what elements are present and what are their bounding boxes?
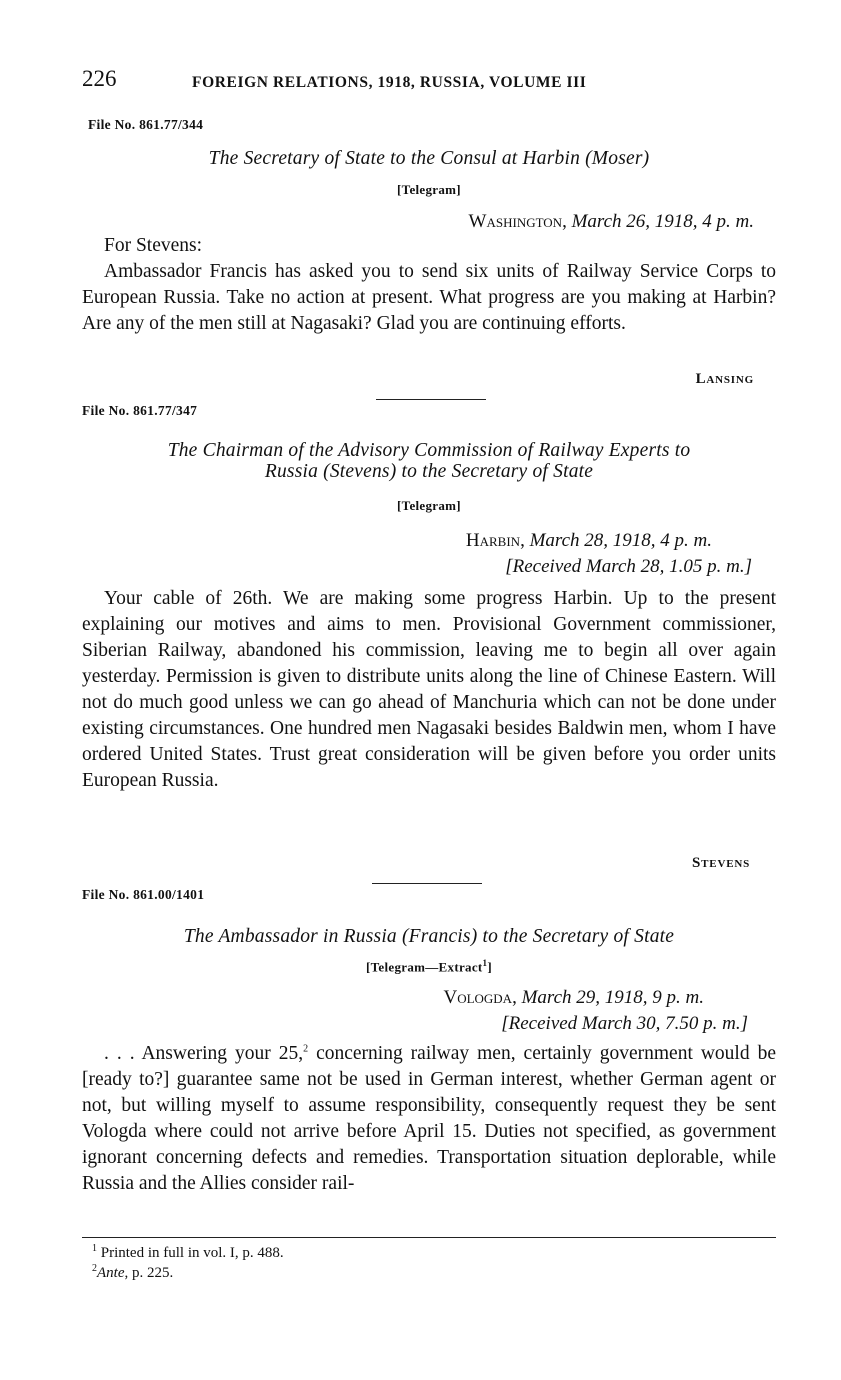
footnote: $^1$ Printed in full in vol. I, p. 488. — [92, 1243, 284, 1261]
section-divider — [372, 883, 482, 884]
salutation: For Stevens: — [104, 235, 203, 256]
dateline — [443, 985, 704, 1011]
document-title-line: Russia (Stevens) to the Secretary of State — [264, 461, 594, 482]
dateline-place: Vologda, — [443, 987, 517, 1008]
footnote-ref: 1 — [482, 958, 488, 968]
signature: Lansing — [695, 371, 754, 387]
section-divider — [376, 399, 486, 400]
document-title: The Ambassador in Russia (Francis) to the Secretary of State — [183, 926, 675, 947]
telegram-label: [Telegram] — [397, 498, 461, 513]
telegram-label: [Telegram—Extract$^1$] — [366, 958, 492, 975]
document-body — [82, 1041, 776, 1197]
body-paragraph: Your cable of 26th. We are making some progress Harbin. Up to the present explaining our motives and aims to men. Provisional Government commissioner, Siberian Railway, abandoned his commission, leaving me to begin all over again yesterday. Permission is given to distribute units along the line of Chinese Eastern. Will not do much good unless we can go ahead of Manchuria which can not be done under existing circumstances. One hundred men Nagasaki besides Baldwin men, whom I have ordered United States. Trust great consideration will be given before you order units European Russia. — [82, 588, 776, 791]
dateline-date: March 29, 1918, 9 p. m. — [521, 987, 704, 1008]
dateline-date: March 28, 1918, 4 p. m. — [529, 530, 712, 551]
document-page — [82, 0, 776, 1380]
telegram-label: [Telegram] — [397, 182, 461, 197]
page-number: 226 — [82, 66, 117, 91]
document-title-line: The Chairman of the Advisory Commission of Railway Experts to — [167, 440, 691, 461]
document-body — [82, 233, 776, 337]
running-header — [82, 66, 776, 96]
dateline-date: March 26, 1918, 4 p. m. — [571, 211, 754, 232]
dateline — [466, 528, 712, 554]
body-paragraph: Ambassador Francis has asked you to send six units of Railway Service Corps to European Russia. Take no action at present. What progress are you making at Harbin? Are any of the men still at Nagasaki? Glad you are continuing efforts. — [82, 261, 776, 334]
dateline — [469, 209, 754, 235]
footnote-ref: 2 — [303, 1043, 309, 1055]
file-number: File No. 861.77/347 — [82, 403, 198, 418]
footnote-divider — [82, 1237, 776, 1238]
received-line: [Received March 30, 7.50 p. m.] — [501, 1013, 748, 1034]
dateline-place: Harbin, — [465, 530, 525, 551]
received-line: [Received March 28, 1.05 p. m.] — [505, 556, 752, 577]
footnote: $^2$Ante, p. 225. — [92, 1263, 174, 1281]
document-title: The Secretary of State to the Consul at Harbin (Moser) — [208, 148, 650, 169]
document-body — [82, 586, 776, 794]
file-number: File No. 861.00/1401 — [82, 887, 205, 902]
document-title — [82, 440, 776, 482]
signature: Stevens — [692, 855, 750, 871]
dateline-place: Washington, — [468, 211, 567, 232]
file-number: File No. 861.77/344 — [88, 117, 204, 132]
body-paragraph: . . . Answering your 25,$^2$ concerning railway men, certainly government would be [ready to?] guarantee same not be used in German interest, whether German agent or not, but willing myself to assume responsibility, consequently request they be sent Vologda where could not arrive before April 15. Duties not specified, as government ignorant concerning defects and remedies. Transportation situation deplorable, while Russia and the Allies consider rail- — [82, 1043, 776, 1194]
running-title: FOREIGN RELATIONS, 1918, RUSSIA, VOLUME III — [192, 74, 587, 91]
